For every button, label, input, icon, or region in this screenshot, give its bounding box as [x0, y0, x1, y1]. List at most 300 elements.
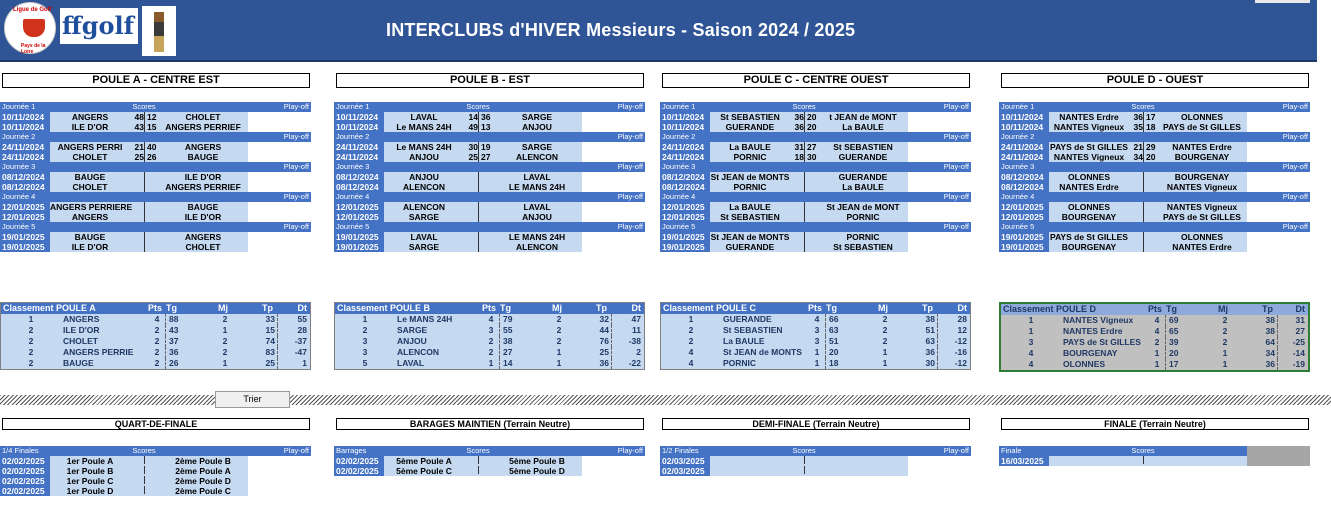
playoff-cell[interactable]: [248, 142, 311, 152]
match-row[interactable]: [660, 202, 971, 212]
match-row[interactable]: [660, 172, 971, 182]
match-row[interactable]: [334, 182, 645, 192]
match-row[interactable]: [0, 476, 311, 486]
match-row[interactable]: [0, 202, 311, 212]
playoff-cell[interactable]: [908, 202, 971, 212]
away-team[interactable]: ANJOU: [522, 212, 552, 222]
away-score[interactable]: [804, 202, 818, 212]
home-team[interactable]: Le MANS 24H: [396, 122, 452, 132]
match-row[interactable]: [334, 142, 645, 152]
match-row[interactable]: [334, 212, 645, 222]
standings-row[interactable]: [1001, 348, 1308, 359]
away-team[interactable]: CHOLET: [185, 112, 221, 122]
home-team[interactable]: PAYS de St GILLES: [1050, 142, 1128, 152]
match-row[interactable]: [0, 122, 311, 132]
playoff-cell[interactable]: [908, 242, 971, 252]
standings-row[interactable]: [335, 325, 644, 336]
home-score[interactable]: [464, 202, 478, 212]
away-score[interactable]: [144, 172, 158, 182]
playoff-cell[interactable]: [1247, 182, 1310, 192]
match-row[interactable]: [334, 122, 645, 132]
playoff-cell[interactable]: [582, 112, 645, 122]
away-score[interactable]: [804, 232, 818, 242]
away-team[interactable]: ALENCON: [515, 152, 559, 162]
away-team[interactable]: ANGERS PERRIEF: [165, 182, 241, 192]
away-team[interactable]: NANTES Erdre: [1172, 142, 1232, 152]
away-team[interactable]: ANGERS PERRIEF: [165, 122, 241, 132]
playoff-cell[interactable]: [582, 152, 645, 162]
home-score[interactable]: 30: [468, 142, 478, 152]
home-team[interactable]: CHOLET: [72, 152, 108, 162]
away-score[interactable]: 15: [144, 122, 158, 132]
away-team[interactable]: La BAULE: [842, 122, 884, 132]
home-team[interactable]: PAYS de St GILLES: [1050, 232, 1128, 242]
playoff-cell[interactable]: [582, 466, 645, 476]
away-score[interactable]: [1143, 232, 1157, 242]
home-score[interactable]: 14: [468, 112, 478, 122]
away-team[interactable]: 2ème Poule C: [175, 486, 231, 496]
match-row[interactable]: [999, 212, 1310, 222]
home-score[interactable]: [1129, 232, 1143, 242]
home-team[interactable]: SARGE: [408, 212, 440, 222]
match-row[interactable]: [0, 466, 311, 476]
home-score[interactable]: [790, 172, 804, 182]
home-team[interactable]: ALENCON: [402, 202, 446, 212]
match-row[interactable]: [660, 232, 971, 242]
playoff-cell[interactable]: [582, 232, 645, 242]
standings-row[interactable]: [335, 347, 644, 358]
playoff-cell[interactable]: [908, 152, 971, 162]
match-row[interactable]: [0, 242, 311, 252]
standings-row[interactable]: [661, 336, 970, 347]
standings-row[interactable]: [335, 358, 644, 369]
playoff-cell[interactable]: [248, 486, 311, 496]
away-team[interactable]: GUERANDE: [838, 172, 888, 182]
playoff-cell[interactable]: [248, 232, 311, 242]
match-row[interactable]: [999, 152, 1310, 162]
playoff-cell[interactable]: [248, 112, 311, 122]
home-team[interactable]: 1er Poule A: [66, 456, 114, 466]
match-row[interactable]: [334, 172, 645, 182]
match-row[interactable]: [334, 152, 645, 162]
away-team[interactable]: St SEBASTIEN: [833, 242, 893, 252]
playoff-cell[interactable]: [908, 112, 971, 122]
playoff-cell[interactable]: [908, 212, 971, 222]
score-cell[interactable]: [464, 456, 492, 466]
away-score[interactable]: 26: [144, 152, 158, 162]
away-team[interactable]: PAYS de St GILLES: [1163, 122, 1241, 132]
away-team[interactable]: BOURGENAY: [1174, 172, 1230, 182]
match-row[interactable]: [0, 172, 311, 182]
playoff-cell[interactable]: [908, 172, 971, 182]
away-score[interactable]: 27: [804, 142, 818, 152]
away-team[interactable]: BOURGENAY: [1174, 152, 1230, 162]
match-row[interactable]: [0, 486, 311, 496]
away-score[interactable]: [478, 232, 492, 242]
home-score[interactable]: 49: [468, 122, 478, 132]
playoff-cell[interactable]: [1247, 152, 1310, 162]
home-team[interactable]: SARGE: [408, 242, 440, 252]
away-team[interactable]: La BAULE: [842, 182, 884, 192]
playoff-cell[interactable]: [1247, 456, 1310, 466]
home-team[interactable]: CHOLET: [72, 182, 108, 192]
home-team[interactable]: ANGERS PERRI: [57, 142, 123, 152]
match-row[interactable]: [999, 202, 1310, 212]
away-score[interactable]: 40: [144, 142, 158, 152]
playoff-cell[interactable]: [908, 232, 971, 242]
match-row[interactable]: [334, 112, 645, 122]
home-score[interactable]: 36: [794, 122, 804, 132]
home-score[interactable]: 21: [134, 142, 144, 152]
home-team[interactable]: OLONNES: [1067, 202, 1111, 212]
score-cell[interactable]: [130, 466, 158, 476]
away-team[interactable]: [1157, 456, 1247, 466]
away-score[interactable]: 20: [1143, 152, 1157, 162]
home-score[interactable]: [790, 212, 804, 222]
home-score[interactable]: [464, 172, 478, 182]
home-team[interactable]: ALENCON: [402, 182, 446, 192]
score-cell[interactable]: [464, 466, 492, 476]
standings-row[interactable]: [1, 358, 310, 369]
home-team[interactable]: LAVAL: [410, 112, 438, 122]
away-score[interactable]: [478, 202, 492, 212]
home-team[interactable]: ANJOU: [409, 152, 439, 162]
home-score[interactable]: 36: [1133, 112, 1143, 122]
trier-button[interactable]: Trier: [215, 391, 290, 408]
playoff-cell[interactable]: [908, 182, 971, 192]
away-score[interactable]: [1143, 242, 1157, 252]
playoff-cell[interactable]: [248, 172, 311, 182]
home-score[interactable]: 31: [794, 142, 804, 152]
away-score[interactable]: 17: [1143, 112, 1157, 122]
playoff-cell[interactable]: [908, 142, 971, 152]
home-score[interactable]: [130, 232, 144, 242]
home-team[interactable]: ANGERS: [71, 112, 109, 122]
away-score[interactable]: [144, 182, 158, 192]
away-team[interactable]: t JEAN de MONT: [829, 112, 897, 122]
playoff-cell[interactable]: [1247, 142, 1310, 152]
away-team[interactable]: St JEAN de MONT: [826, 202, 900, 212]
playoff-cell[interactable]: [582, 242, 645, 252]
score-cell[interactable]: [130, 486, 158, 496]
match-row[interactable]: [999, 122, 1310, 132]
standings-row[interactable]: [1001, 326, 1308, 337]
home-score[interactable]: [464, 242, 478, 252]
away-score[interactable]: 20: [804, 112, 818, 122]
standings-row[interactable]: [661, 358, 970, 369]
home-team[interactable]: 1er Poule B: [66, 466, 114, 476]
home-team[interactable]: 1er Poule D: [66, 486, 114, 496]
away-team[interactable]: GUERANDE: [838, 152, 888, 162]
match-row[interactable]: [999, 142, 1310, 152]
away-score[interactable]: 27: [478, 152, 492, 162]
playoff-cell[interactable]: [248, 476, 311, 486]
playoff-cell[interactable]: [582, 212, 645, 222]
match-row[interactable]: [0, 232, 311, 242]
score-cell[interactable]: [1129, 456, 1157, 466]
away-score[interactable]: [1143, 172, 1157, 182]
standings-row[interactable]: [1, 314, 310, 325]
home-score[interactable]: [790, 182, 804, 192]
away-score[interactable]: [144, 232, 158, 242]
away-team[interactable]: BAUGE: [187, 152, 219, 162]
playoff-cell[interactable]: [248, 182, 311, 192]
away-team[interactable]: 5ème Poule D: [509, 466, 565, 476]
away-team[interactable]: SARGE: [521, 112, 553, 122]
home-team[interactable]: La BAULE: [729, 142, 771, 152]
match-row[interactable]: [660, 212, 971, 222]
away-score[interactable]: 30: [804, 152, 818, 162]
away-score[interactable]: [144, 212, 158, 222]
match-row[interactable]: [660, 456, 971, 466]
match-row[interactable]: [334, 456, 645, 466]
match-row[interactable]: [0, 182, 311, 192]
playoff-cell[interactable]: [1247, 202, 1310, 212]
home-score[interactable]: 25: [134, 152, 144, 162]
home-team[interactable]: GUERANDE: [725, 242, 775, 252]
home-score[interactable]: [464, 232, 478, 242]
playoff-cell[interactable]: [582, 182, 645, 192]
match-row[interactable]: [660, 122, 971, 132]
home-team[interactable]: ILE D'OR: [71, 242, 109, 252]
playoff-cell[interactable]: [908, 456, 971, 466]
away-team[interactable]: 2ème Poule A: [175, 466, 231, 476]
away-team[interactable]: ANJOU: [522, 122, 552, 132]
away-score[interactable]: [144, 202, 158, 212]
match-row[interactable]: [999, 456, 1310, 466]
match-row[interactable]: [660, 182, 971, 192]
standings-row[interactable]: [1, 347, 310, 358]
home-team[interactable]: NANTES Erdre: [1059, 182, 1119, 192]
away-team[interactable]: LAVAL: [523, 172, 551, 182]
away-team[interactable]: [818, 466, 908, 476]
home-score[interactable]: 36: [794, 112, 804, 122]
home-team[interactable]: ANGERS: [71, 212, 109, 222]
home-team[interactable]: GUERANDE: [725, 122, 775, 132]
home-team[interactable]: NANTES Erdre: [1059, 112, 1119, 122]
playoff-cell[interactable]: [582, 172, 645, 182]
score-cell[interactable]: [790, 456, 818, 466]
playoff-cell[interactable]: [582, 122, 645, 132]
home-score[interactable]: [130, 182, 144, 192]
home-score[interactable]: [130, 212, 144, 222]
away-score[interactable]: [478, 172, 492, 182]
away-team[interactable]: ANGERS: [184, 232, 222, 242]
home-team[interactable]: ANGERS PERRIERE: [50, 202, 133, 212]
match-row[interactable]: [0, 456, 311, 466]
home-score[interactable]: [790, 232, 804, 242]
playoff-cell[interactable]: [248, 456, 311, 466]
match-row[interactable]: [660, 152, 971, 162]
home-team[interactable]: OLONNES: [1067, 172, 1111, 182]
home-team[interactable]: NANTES Vigneux: [1053, 122, 1125, 132]
home-team[interactable]: St JEAN de MONTS: [710, 232, 790, 242]
home-score[interactable]: 35: [1133, 122, 1143, 132]
home-score[interactable]: [464, 212, 478, 222]
match-row[interactable]: [999, 172, 1310, 182]
home-team[interactable]: 5ème Poule A: [396, 456, 452, 466]
away-score[interactable]: 18: [1143, 122, 1157, 132]
match-row[interactable]: [334, 232, 645, 242]
away-team[interactable]: PORNIC: [846, 232, 880, 242]
away-team[interactable]: LE MANS 24H: [508, 232, 566, 242]
playoff-cell[interactable]: [1247, 232, 1310, 242]
away-score[interactable]: 20: [804, 122, 818, 132]
match-row[interactable]: [999, 182, 1310, 192]
match-row[interactable]: [0, 212, 311, 222]
home-score[interactable]: 48: [134, 112, 144, 122]
match-row[interactable]: [660, 142, 971, 152]
playoff-cell[interactable]: [1247, 122, 1310, 132]
standings-row[interactable]: [661, 314, 970, 325]
home-score[interactable]: 18: [794, 152, 804, 162]
away-score[interactable]: [1143, 202, 1157, 212]
away-score[interactable]: [804, 182, 818, 192]
home-score[interactable]: 21: [1133, 142, 1143, 152]
away-score[interactable]: 13: [478, 122, 492, 132]
playoff-cell[interactable]: [908, 122, 971, 132]
away-team[interactable]: PAYS de St GILLES: [1163, 212, 1241, 222]
match-row[interactable]: [999, 112, 1310, 122]
home-team[interactable]: PORNIC: [733, 152, 767, 162]
home-score[interactable]: 34: [1133, 152, 1143, 162]
home-score[interactable]: [130, 202, 144, 212]
match-row[interactable]: [0, 112, 311, 122]
home-team[interactable]: La BAULE: [729, 202, 771, 212]
home-team[interactable]: BAUGE: [74, 232, 106, 242]
away-team[interactable]: 2ème Poule D: [175, 476, 231, 486]
away-team[interactable]: [818, 456, 908, 466]
playoff-cell[interactable]: [1247, 172, 1310, 182]
away-team[interactable]: OLONNES: [1180, 112, 1224, 122]
playoff-cell[interactable]: [248, 212, 311, 222]
home-score[interactable]: [130, 242, 144, 252]
away-score[interactable]: 36: [478, 112, 492, 122]
away-team[interactable]: ILE D'OR: [184, 212, 222, 222]
match-row[interactable]: [334, 202, 645, 212]
away-score[interactable]: 12: [144, 112, 158, 122]
standings-row[interactable]: [335, 336, 644, 347]
away-team[interactable]: ILE D'OR: [184, 172, 222, 182]
away-team[interactable]: CHOLET: [185, 242, 221, 252]
home-team[interactable]: PORNIC: [733, 182, 767, 192]
playoff-cell[interactable]: [248, 122, 311, 132]
standings-row[interactable]: [1001, 359, 1308, 370]
away-team[interactable]: ALENCON: [515, 242, 559, 252]
playoff-cell[interactable]: [582, 142, 645, 152]
standings-row[interactable]: [661, 347, 970, 358]
away-team[interactable]: SARGE: [521, 142, 553, 152]
playoff-cell[interactable]: [1247, 112, 1310, 122]
home-team[interactable]: NANTES Vigneux: [1053, 152, 1125, 162]
home-team[interactable]: St JEAN de MONTS: [710, 172, 790, 182]
standings-row[interactable]: [335, 314, 644, 325]
home-team[interactable]: ANJOU: [409, 172, 439, 182]
score-cell[interactable]: [130, 476, 158, 486]
home-team[interactable]: Le MANS 24H: [396, 142, 452, 152]
away-score[interactable]: [144, 242, 158, 252]
score-cell[interactable]: [790, 466, 818, 476]
home-team[interactable]: BOURGENAY: [1061, 242, 1117, 252]
playoff-cell[interactable]: [248, 466, 311, 476]
home-team[interactable]: St SEBASTIEN: [720, 212, 780, 222]
home-team[interactable]: [710, 456, 790, 466]
away-score[interactable]: [1143, 212, 1157, 222]
playoff-cell[interactable]: [582, 456, 645, 466]
away-team[interactable]: ANGERS: [184, 142, 222, 152]
match-row[interactable]: [999, 242, 1310, 252]
match-row[interactable]: [660, 466, 971, 476]
away-team[interactable]: LAVAL: [523, 202, 551, 212]
home-score[interactable]: [1129, 202, 1143, 212]
match-row[interactable]: [999, 232, 1310, 242]
home-team[interactable]: LAVAL: [410, 232, 438, 242]
away-team[interactable]: OLONNES: [1180, 232, 1224, 242]
away-team[interactable]: NANTES Erdre: [1172, 242, 1232, 252]
away-score[interactable]: [478, 182, 492, 192]
standings-row[interactable]: [661, 325, 970, 336]
home-score[interactable]: [790, 242, 804, 252]
home-team[interactable]: 5ème Poule C: [396, 466, 452, 476]
home-score[interactable]: [1129, 182, 1143, 192]
home-score[interactable]: [1129, 212, 1143, 222]
away-score[interactable]: [1143, 182, 1157, 192]
standings-row[interactable]: [1, 336, 310, 347]
playoff-cell[interactable]: [248, 242, 311, 252]
away-team[interactable]: NANTES Vigneux: [1166, 202, 1238, 212]
away-score[interactable]: [804, 242, 818, 252]
away-team[interactable]: 5ème Poule B: [509, 456, 565, 466]
away-team[interactable]: PORNIC: [846, 212, 880, 222]
away-team[interactable]: LE MANS 24H: [508, 182, 566, 192]
home-team[interactable]: ILE D'OR: [71, 122, 109, 132]
playoff-cell[interactable]: [248, 202, 311, 212]
away-score[interactable]: [804, 172, 818, 182]
home-score[interactable]: [464, 182, 478, 192]
playoff-cell[interactable]: [1247, 212, 1310, 222]
away-team[interactable]: BAUGE: [187, 202, 219, 212]
match-row[interactable]: [660, 242, 971, 252]
home-team[interactable]: BOURGENAY: [1061, 212, 1117, 222]
playoff-cell[interactable]: [582, 202, 645, 212]
match-row[interactable]: [334, 466, 645, 476]
away-score[interactable]: [478, 242, 492, 252]
away-score[interactable]: 19: [478, 142, 492, 152]
home-score[interactable]: [790, 202, 804, 212]
match-row[interactable]: [0, 142, 311, 152]
home-team[interactable]: 1er Poule C: [66, 476, 114, 486]
home-score[interactable]: 25: [468, 152, 478, 162]
away-score[interactable]: 29: [1143, 142, 1157, 152]
playoff-cell[interactable]: [1247, 242, 1310, 252]
home-score[interactable]: [130, 172, 144, 182]
away-team[interactable]: 2ème Poule B: [175, 456, 231, 466]
home-score[interactable]: [1129, 172, 1143, 182]
away-score[interactable]: [804, 212, 818, 222]
match-row[interactable]: [334, 242, 645, 252]
match-row[interactable]: [660, 112, 971, 122]
home-team[interactable]: St SEBASTIEN: [720, 112, 780, 122]
standings-row[interactable]: [1, 325, 310, 336]
away-score[interactable]: [478, 212, 492, 222]
standings-row[interactable]: [1001, 337, 1308, 348]
home-score[interactable]: 43: [134, 122, 144, 132]
home-score[interactable]: [1129, 242, 1143, 252]
home-team[interactable]: BAUGE: [74, 172, 106, 182]
match-row[interactable]: [0, 152, 311, 162]
score-cell[interactable]: [130, 456, 158, 466]
standings-row[interactable]: [1001, 315, 1308, 326]
